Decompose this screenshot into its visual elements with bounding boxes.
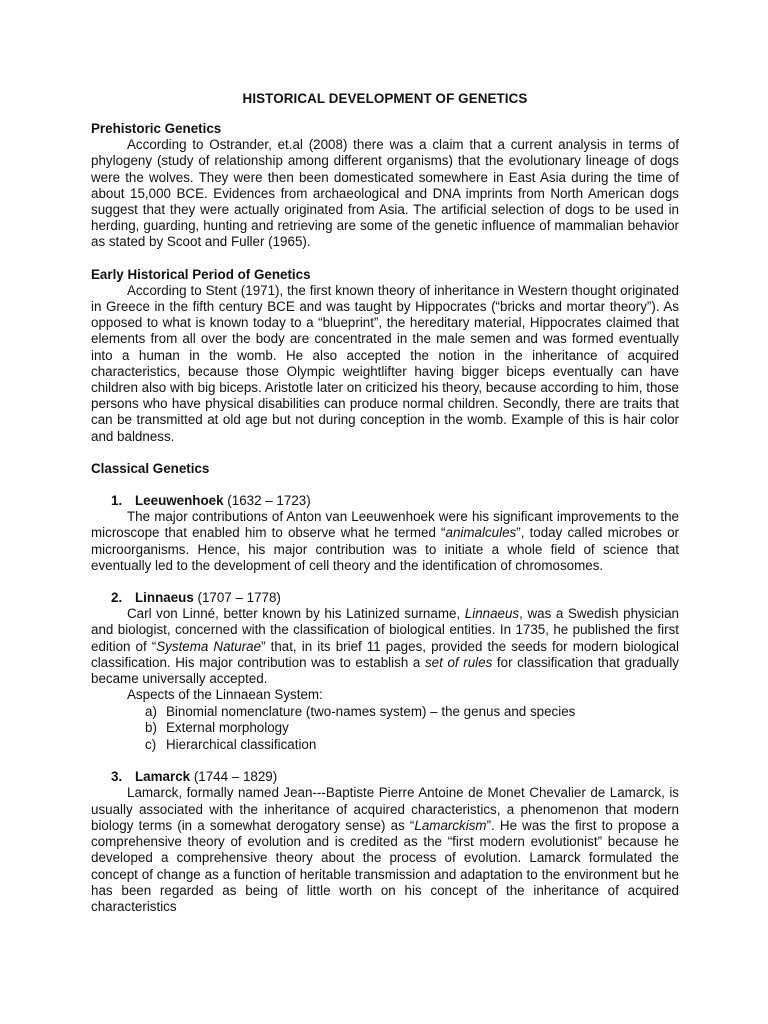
item-number: 3. [111, 769, 123, 785]
item-number: 2. [111, 590, 123, 606]
aspects-list [91, 704, 679, 754]
section-heading-prehistoric: Prehistoric Genetics [91, 121, 222, 136]
paragraph-prehistoric: According to Ostrander, et.al (2008) there was a claim that a current analysis in terms of phylogeny (study of relationship among different organisms) that the evolutionary lineage of dogs were the wolves. They were then been domesticated somewhere in East Asia during the time of about 15,000 BCE. Evidences from archaeological and DNA imprints from North American dogs suggest that they were actually originated from Asia. The artificial selection of dogs to be used in herding, guarding, hunting and retrieving are some of the genetic influence of mammalian behavior as stated by Scoot and Fuller (1965). [91, 137, 679, 250]
item-name: Linnaeus [135, 590, 194, 606]
item-name: Leeuwenhoek [135, 493, 224, 509]
aspect-item: b) External morphology [145, 720, 289, 736]
item-years: (1707 – 1778) [193, 590, 281, 606]
section-heading-early: Early Historical Period of Genetics [91, 266, 311, 282]
item-years: (1632 – 1723) [223, 493, 311, 509]
section-heading-classical: Classical Genetics [91, 460, 210, 476]
paragraph-leeuwenhoek: The major contributions of Anton van Leeuwenhoek were his significant improvements to the microscope that enabled him to observe what he termed “animalcules”, today called microbes or microorganisms. Hence, his major contribution was to initiate a whole field of science that eventually led to the development of cell theory and the identification of chromosomes. [91, 509, 679, 573]
item-number: 1. [111, 493, 123, 509]
item-name: Lamarck [135, 769, 191, 785]
paragraph-linnaeus: Carl von Linné, better known by his Latinized surname, Linnaeus, was a Swedish physician and biologist, concerned with the classification of biological entities. In 1735, he published the first edition of “Systema Naturae” that, in its brief 11 pages, provided the seeds for modern biological classification. His major contribution was to establish a set of rules for classification that gradually became universally accepted. [91, 606, 680, 687]
paragraph-early: According to Stent (1971), the first known theory of inheritance in Western thought originated in Greece in the fifth century BCE and was taught by Hippocrates (“bricks and mortar theory”). As opposed to what is known today to a “blueprint”, the hereditary material, Hippocrates claimed that elements from all over the body are concentrated in the male semen and was formed eventually into a human in the womb. He also accepted the notion in the inheritance of acquired characteristics, because those Olympic weightlifter having bigger biceps eventually can have children also with big biceps. Aristotle later on criticized his theory, because according to him, those persons who have physical disabilities can produce normal children. Secondly, there are traits that can be transmitted at old age but not during conception in the womb. Example of this is hair color and baldness. [91, 282, 679, 444]
paragraph-lamarck: Lamarck, formally named Jean---Baptiste Pierre Antoine de Monet Chevalier de Lamarck, is usually associated with the inheritance of acquired characteristics, a phenomenon that modern biology terms (in a somewhat derogatory sense) as “Lamarckism”. He was the first to propose a comprehensive theory of evolution and is credited as the “first modern evolutionist” because he developed a comprehensive theory about the process of evolution. Lamarck formulated the concept of change as a function of heritable transmission and adaptation to the environment but he has been regarded as being of little worth on his concept of the inheritance of acquired characteristics [91, 785, 680, 914]
list-item-linnaeus [111, 590, 679, 606]
item-years: (1744 – 1829) [190, 769, 278, 785]
page-title: HISTORICAL DEVELOPMENT OF GENETICS [242, 91, 528, 106]
aspects-label: Aspects of the Linnaean System: [127, 687, 323, 703]
list-item-leeuwenhoek [111, 493, 679, 509]
list-item-lamarck [111, 769, 679, 785]
aspect-item: c) Hierarchical classification [145, 736, 317, 752]
aspect-item: a) Binomial nomenclature (two-names system) – the genus and species [145, 703, 576, 719]
